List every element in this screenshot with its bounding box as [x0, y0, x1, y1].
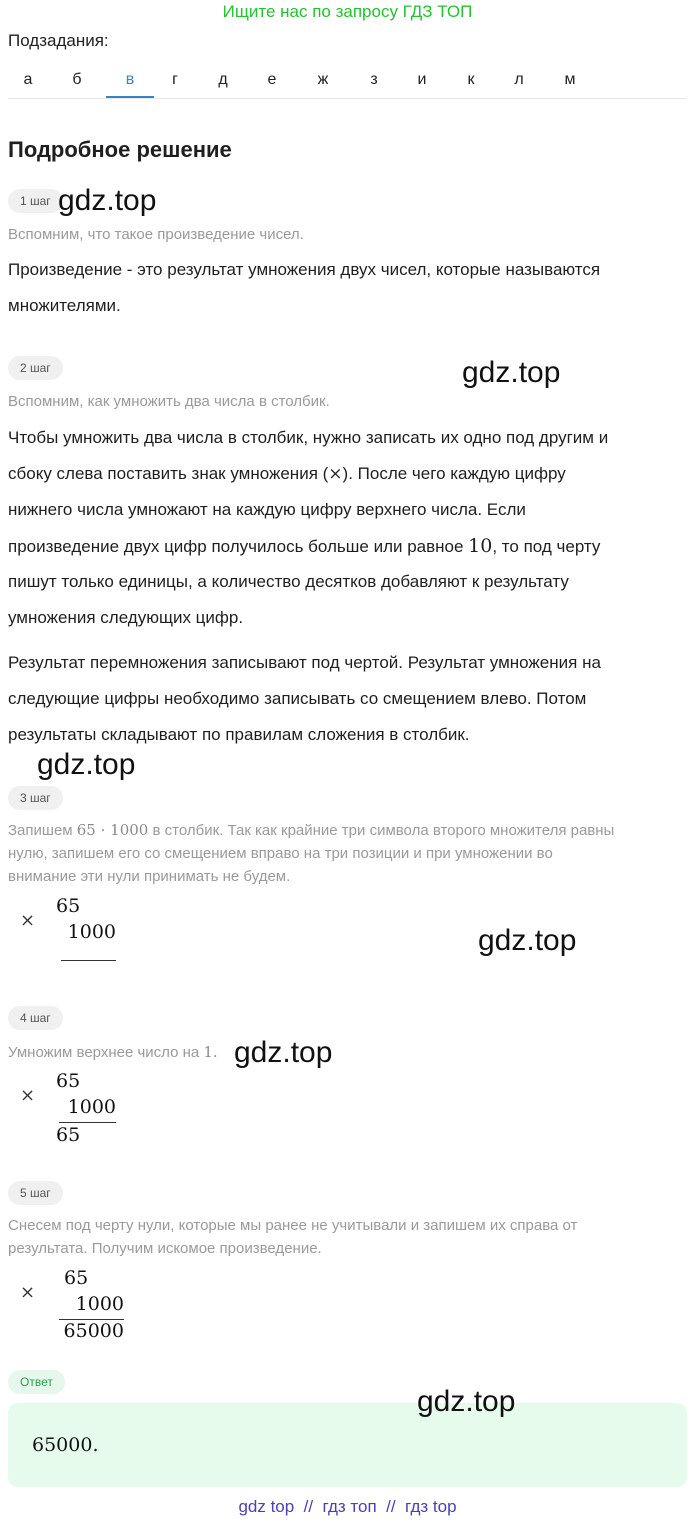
step-2-text-line: умножения следующих цифр. [8, 608, 244, 627]
step-2-text-line: пишут только единицы, а количество десятков добавляют к результату [8, 572, 569, 591]
tab-b[interactable]: б [72, 71, 82, 88]
multiplicand: 65 [56, 895, 81, 917]
partial-product: 65 [56, 1124, 81, 1146]
step-2-text-line: результаты складывают по правилам сложения в столбик. [8, 725, 470, 744]
tab-k[interactable]: к [467, 71, 475, 88]
step-1-text-line: Произведение - это результат умножения двух чисел, которые называются [8, 260, 601, 279]
step-2-text-line: сбоку слева поставить знак умножения (×). После чего каждую цифру [8, 464, 566, 484]
step-5-hint: Снесем под черту нули, которые мы ранее не учитывали и запишем их справа от [8, 1217, 578, 1234]
step-2-badge: 2 шаг [8, 356, 63, 380]
step-2-text-line: Чтобы умножить два числа в столбик, нужно записать их одно под другим и [8, 428, 609, 447]
watermark: gdz.top [478, 924, 577, 957]
step-4-badge: 4 шаг [8, 1006, 63, 1030]
step-4-hint: Умножим верхнее число на 1. [8, 1043, 218, 1061]
answer-badge: Ответ [8, 1370, 65, 1394]
answer-box [8, 1403, 687, 1487]
subtasks-label: Подзадания: [8, 31, 109, 50]
step-1-badge: 1 шаг [8, 189, 63, 213]
step-1-hint: Вспомним, что такое произведение чисел. [8, 226, 304, 243]
multiply-sign: × [20, 1282, 36, 1303]
tab-i[interactable]: и [417, 71, 427, 88]
step-2-text-line: произведение двух цифр получилось больше или равное 10, то под черту [8, 535, 601, 557]
tab-a[interactable]: а [23, 71, 33, 88]
watermark: gdz.top [462, 356, 561, 389]
step-5-hint: результата. Получим искомое произведение. [8, 1240, 322, 1257]
product: 65000 [63, 1320, 124, 1342]
tab-g[interactable]: г [172, 71, 178, 88]
watermark: gdz.top [37, 748, 136, 781]
column-rule [59, 1122, 116, 1123]
search-banner: Ищите нас по запросу ГДЗ ТОП [222, 2, 473, 21]
step-2-text-line: следующие цифры необходимо записывать со смещением влево. Потом [8, 689, 587, 708]
step-5-badge: 5 шаг [8, 1181, 63, 1205]
section-title: Подробное решение [8, 137, 232, 162]
multiplicand: 65 [64, 1267, 89, 1289]
multiplier: 1000 [67, 1096, 116, 1118]
tabs-divider [8, 98, 687, 99]
watermark: gdz.top [234, 1036, 333, 1069]
watermark: gdz.top [58, 184, 157, 217]
multiply-sign: × [20, 910, 36, 931]
step-3-hint: нулю, запишем его со смещением вправо на три позиции и при умножении во [8, 845, 553, 862]
step-3-hint: внимание эти нули принимать не будем. [8, 868, 291, 885]
multiplicand: 65 [56, 1070, 81, 1092]
multiplier: 1000 [75, 1293, 124, 1315]
step-3-badge: 3 шаг [8, 786, 63, 810]
answer-value: 65000. [32, 1434, 99, 1456]
tab-l[interactable]: л [514, 71, 524, 88]
multiply-sign: × [20, 1085, 36, 1106]
step-2-text-line: нижнего числа умножают на каждую цифру верхнего числа. Если [8, 500, 526, 519]
watermark: gdz.top [417, 1385, 516, 1418]
step-1-text-line: множителями. [8, 296, 121, 315]
tab-m[interactable]: м [564, 71, 576, 88]
step-2-hint: Вспомним, как умножить два числа в столбик. [8, 393, 330, 410]
tab-z[interactable]: з [370, 71, 378, 88]
tab-zh[interactable]: ж [317, 71, 329, 88]
step-2-text-line: Результат перемножения записывают под чертой. Результат умножения на [8, 653, 601, 672]
tab-e[interactable]: е [267, 71, 277, 88]
footer-links[interactable]: gdz top // гдз топ // гдз top [238, 1497, 457, 1516]
multiplier: 1000 [67, 921, 116, 943]
step-3-hint: Запишем 65 · 1000 в столбик. Так как крайние три символа второго множителя равны [8, 821, 615, 839]
tab-d[interactable]: д [218, 71, 228, 88]
column-rule [61, 960, 116, 961]
tab-v[interactable]: в [106, 70, 154, 98]
